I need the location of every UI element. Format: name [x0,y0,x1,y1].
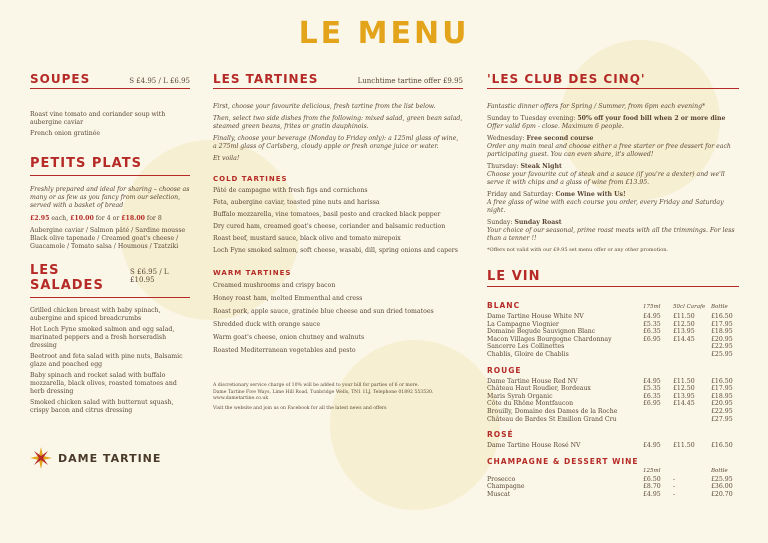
wine-row: Château de Bardes St Emilion Grand Cru £27.95 [487,415,733,423]
salade-item: Grilled chicken breast with baby spinach, aubergine and spiced breadcrumbs [30,307,161,322]
warm-tartine-item: Roasted Mediterranean vegetables and pesto [213,347,356,354]
blanc-heading: BLANC [487,301,521,310]
club-offer: Thursday: Steak Night Choose your favourite cut of steak and a sauce (if you're a dexter) and we'll serve it with chips and a glass of wine from £13.95. [487,163,725,186]
club-offer: Friday and Saturday: Come Wine with Us! A free glass of wine with each course you order, every Friday and Saturday night. [487,191,724,214]
champagne-list [487,476,739,499]
cold-tartine-item: Loch Fyne smoked salmon, soft cheese, wasabi, dill, spring onions and capers [213,247,458,254]
wine-row: Sancerre Les Collinettes £22.95 [487,343,733,351]
champagne-heading: CHAMPAGNE & DESSERT WINE [487,456,639,466]
blanc-header: BLANC 175ml 50cl Carafe Bottle [487,301,728,310]
tartines-intro: Et voila! [213,155,240,162]
tartines-intro: First, choose your favourite delicious, fresh tartine from the list below. [213,103,436,110]
wine-row: Dame Tartine House Red NV £4.95 £11.50 £16.50 [487,377,733,385]
rose-list [487,442,739,450]
warm-tartine-item: Roast pork, apple sauce, gratinée blue cheese and sun dried tomatoes [213,308,434,315]
club-offer: Sunday: Sunday Roast Your choice of our seasonal, prime roast meats with all the trimmings. For less than a tenner !! [487,219,735,242]
address: Dame Tartine Five Ways, Lime Hill Road, Tunbridge Wells, TN1 1LJ. Telephone 01892 553530. [213,389,434,395]
wine-row: Maris Syrah Organic £6.35 £13.95 £18.95 [487,392,733,400]
champagne-cols: 125ml Bottle [643,467,728,474]
club-offer: Sunday to Tuesday evening: 50% off your food bill when 2 or more dine Offer valid 6pm - close. Maximum 6 people. [487,115,726,130]
petits-list: Aubergine caviar / Salmon pâté / Sardine mousse Black olive tapenade / Creamed goat's cheese / Guacamole / Tomato salsa / Houmous / Tzatziki [30,227,186,250]
rouge-heading: ROUGE [487,365,522,375]
club-heading: 'LES CLUB DES CINQ' [487,72,739,89]
salade-item: Beetroot and feta salad with pine nuts, Balsamic glaze and poached egg [30,353,183,368]
warm-tartine-item: Creamed mushrooms and crispy bacon [213,282,336,289]
rouge-list [487,378,739,424]
website-link[interactable]: www.dametartine.co.uk [213,396,269,401]
cold-tartines-heading: COLD TARTINES [213,175,288,183]
cold-tartine-item: Pâté de campagne with fresh figs and cornichons [213,187,368,194]
wine-row: Château Haut Roudier, Bordeaux £5.35 £12.50 £17.95 [487,385,733,393]
star-logo-icon [30,447,52,469]
rouge-header [487,366,739,375]
wine-row: Prosecco £6.50 - £25.95 [487,475,733,483]
middle-column [213,72,463,412]
tartines-intro: Then, select two side dishes from the following: mixed salad, green bean salad, steamed green beans, frites or gratin dauphinois. [213,115,463,130]
warm-tartine-item: Warm goat's cheese, onion chutney and walnuts [213,334,365,341]
rose-heading: ROSÉ [487,430,514,440]
tartines-heading: LES TARTINES Lunchtime tartine offer £9.95 [213,72,463,89]
petits-heading: PETITS PLATS [30,156,142,171]
petits-intro: Freshly prepared and ideal for sharing – choose as many or as few as you fancy from our selection, served with a basket of bread [30,186,190,209]
right-column [487,72,739,499]
warm-tartine-item: Shredded duck with orange sauce [213,321,321,328]
blanc-list [487,313,739,359]
rose-header [487,430,739,439]
tartines-intro: Finally, choose your beverage (Monday to Friday only): a 125ml glass of wine, a 275ml glass of Carlsberg, cloudy apple or fresh orange juice or water. [213,135,459,150]
soupe-item: Roast vine tomato and coriander soup with aubergine caviar [30,111,166,126]
facebook-note: Visit the website and join us on Facebook for all the latest news and offers [213,405,387,411]
club-note: *Offers not valid with our £9.95 set menu offer or any other promotion. [487,247,669,253]
club-intro: Fantastic dinner offers for Spring / Summer, from 6pm each evening* [487,103,706,110]
soupes-heading: SOUPES S £4.95 / L £6.95 [30,72,190,89]
cold-tartine-item: Feta, aubergine caviar, toasted pine nuts and harissa [213,199,380,206]
club-offer: Wednesday: Free second course Order any main meal and choose either a free starter or free dessert for each participating guest. You can even share, it's allowed! [487,135,731,158]
salade-item: Hot Loch Fyne smoked salmon and egg salad, marinated peppers and a fresh horseradish dressing [30,326,175,349]
soupe-item: French onion gratinée [30,130,101,137]
wine-row: Côte du Rhône Montfaucon £6.95 £14.45 £20.95 [487,400,733,408]
cold-tartine-item: Dry cured ham, creamed goat's cheese, coriander and balsamic reduction [213,223,446,230]
warm-tartine-item: Honey roast ham, melted Emmenthal and cress [213,295,363,302]
wine-row: Dame Tartine House White NV £4.95 £11.50 £16.50 [487,313,733,320]
wine-row: Champagne £8.70 - £36.00 [487,483,733,491]
wine-row: Chablis, Gloire de Chablis £25.95 [487,350,733,358]
wine-row: Dame Tartine House Rosé NV £4.95 £11.50 £16.50 [487,442,733,450]
left-column [30,72,190,415]
logo [30,447,161,469]
petits-prices: £2.95 each, £10.00 for 4 or £18.00 for 8 [30,215,162,222]
warm-tartines-heading: WARM TARTINES [213,269,292,277]
salade-item: Baby spinach and rocket salad with buffalo mozzarella, black olives, roasted tomatoes and herb dressing [30,372,177,395]
salade-item: Smoked chicken salad with butternut squash, crispy bacon and citrus dressing [30,399,174,414]
page-title: LE MENU [298,16,470,51]
footer-info [213,383,463,412]
wine-row: Muscat £4.95 - £20.70 [487,490,733,498]
service-note: A discretionary service charge of 10% will be added to your bill for parties of 6 or more. [213,383,419,388]
wine-row: Macon Villages Bourgogne Chardonnay £6.95 £14.45 £20.95 [487,335,733,343]
wine-row: Domaine Begude Sauvignon Blanc £6.35 £13.95 £18.95 [487,328,733,336]
champagne-header [487,457,739,466]
vin-heading: LE VIN [487,269,739,287]
wine-row: La Campagne Viognier £5.35 £12.50 £17.95 [487,320,733,328]
salades-heading: LES SALADES S £6.95 / L £10.95 [30,263,169,293]
logo-text: DAME TARTINE [58,451,162,465]
wine-row: Brouilly, Domaine des Dames de la Roche £22.95 [487,407,733,415]
cold-tartine-item: Roast beef, mustard sauce, black olive and tomato mirepoix [213,235,401,242]
cold-tartine-item: Buffalo mozzarella, vine tomatoes, basil pesto and cracked black pepper [213,211,441,218]
